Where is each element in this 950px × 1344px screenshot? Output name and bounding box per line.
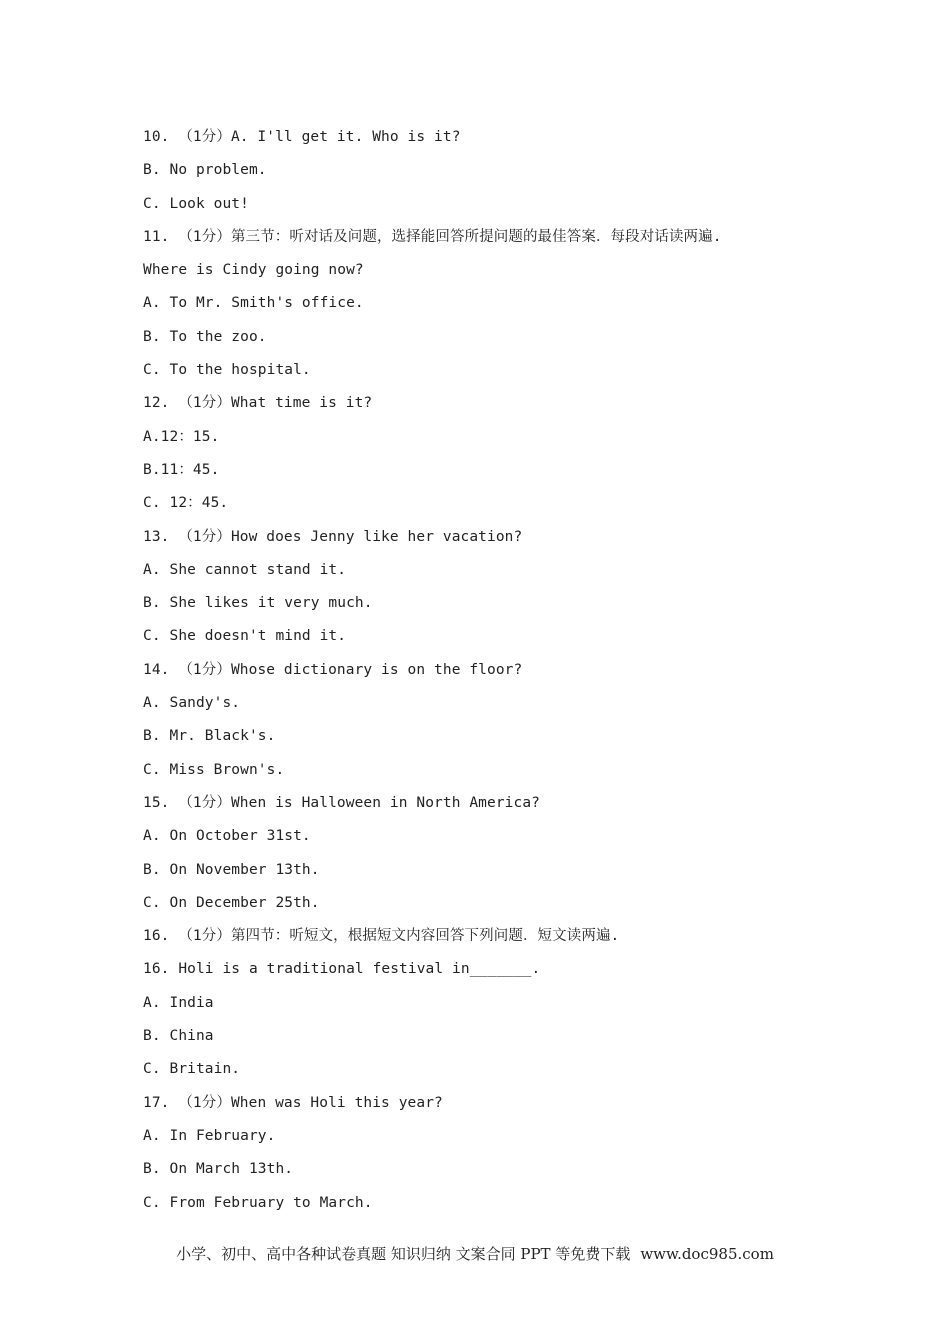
option-c: C. From February to March.: [143, 1194, 373, 1211]
option-c: C. She doesn't mind it.: [143, 628, 347, 645]
question-11: 11. （1分）第三节：听对话及问题，选择能回答所提问题的最佳答案．每段对话读两遍.: [143, 228, 722, 245]
option-a: A. In February.: [143, 1127, 276, 1144]
option-b: B. To the zoo.: [143, 328, 267, 345]
question-15: 15. （1分）When is Halloween in North America?: [143, 794, 540, 811]
footer-text: 小学、初中、高中各种试卷真题 知识归纳 文案合同 PPT 等免费下载: [176, 1245, 631, 1263]
option-a: A. Sandy's.: [143, 695, 241, 712]
option-b: B. She likes it very much.: [143, 595, 373, 612]
question-12: 12. （1分）What time is it?: [143, 395, 373, 412]
footer-url: www.doc985.com: [640, 1245, 774, 1263]
question-10: 10. （1分）A. I'll get it. Who is it?: [143, 129, 461, 145]
question-text: Where is Cindy going now?: [143, 262, 364, 279]
option-a: A.12：15.: [143, 428, 220, 445]
option-c: C. Miss Brown's.: [143, 761, 285, 778]
option-c: C. On December 25th.: [143, 894, 320, 911]
option-c: C. 12：45.: [143, 495, 229, 512]
option-b: B. China: [143, 1028, 214, 1045]
question-17: 17. （1分）When was Holi this year?: [143, 1094, 443, 1111]
option-a: A. On October 31st.: [143, 828, 311, 845]
option-c: C. To the hospital.: [143, 362, 311, 379]
option-a: A. She cannot stand it.: [143, 561, 347, 578]
page-footer: [0, 1243, 950, 1264]
question-text: 16. Holi is a traditional festival in_______.: [143, 961, 541, 978]
option-b: B. No problem.: [143, 162, 267, 179]
option-a: A. India: [143, 994, 214, 1011]
question-list: [143, 124, 843, 1223]
option-b: B. On November 13th.: [143, 861, 320, 878]
option-c: C. Britain.: [143, 1061, 241, 1078]
option-c: C. Look out!: [143, 195, 249, 212]
question-14: 14. （1分）Whose dictionary is on the floor?: [143, 661, 523, 678]
question-16-section: 16. （1分）第四节：听短文，根据短文内容回答下列问题．短文读两遍.: [143, 928, 620, 945]
question-13: 13. （1分）How does Jenny like her vacation?: [143, 528, 523, 545]
option-a: A. To Mr. Smith's office.: [143, 295, 364, 312]
option-b: B. Mr. Black's.: [143, 728, 276, 745]
option-b: B. On March 13th.: [143, 1161, 294, 1178]
option-b: B.11：45.: [143, 461, 220, 478]
